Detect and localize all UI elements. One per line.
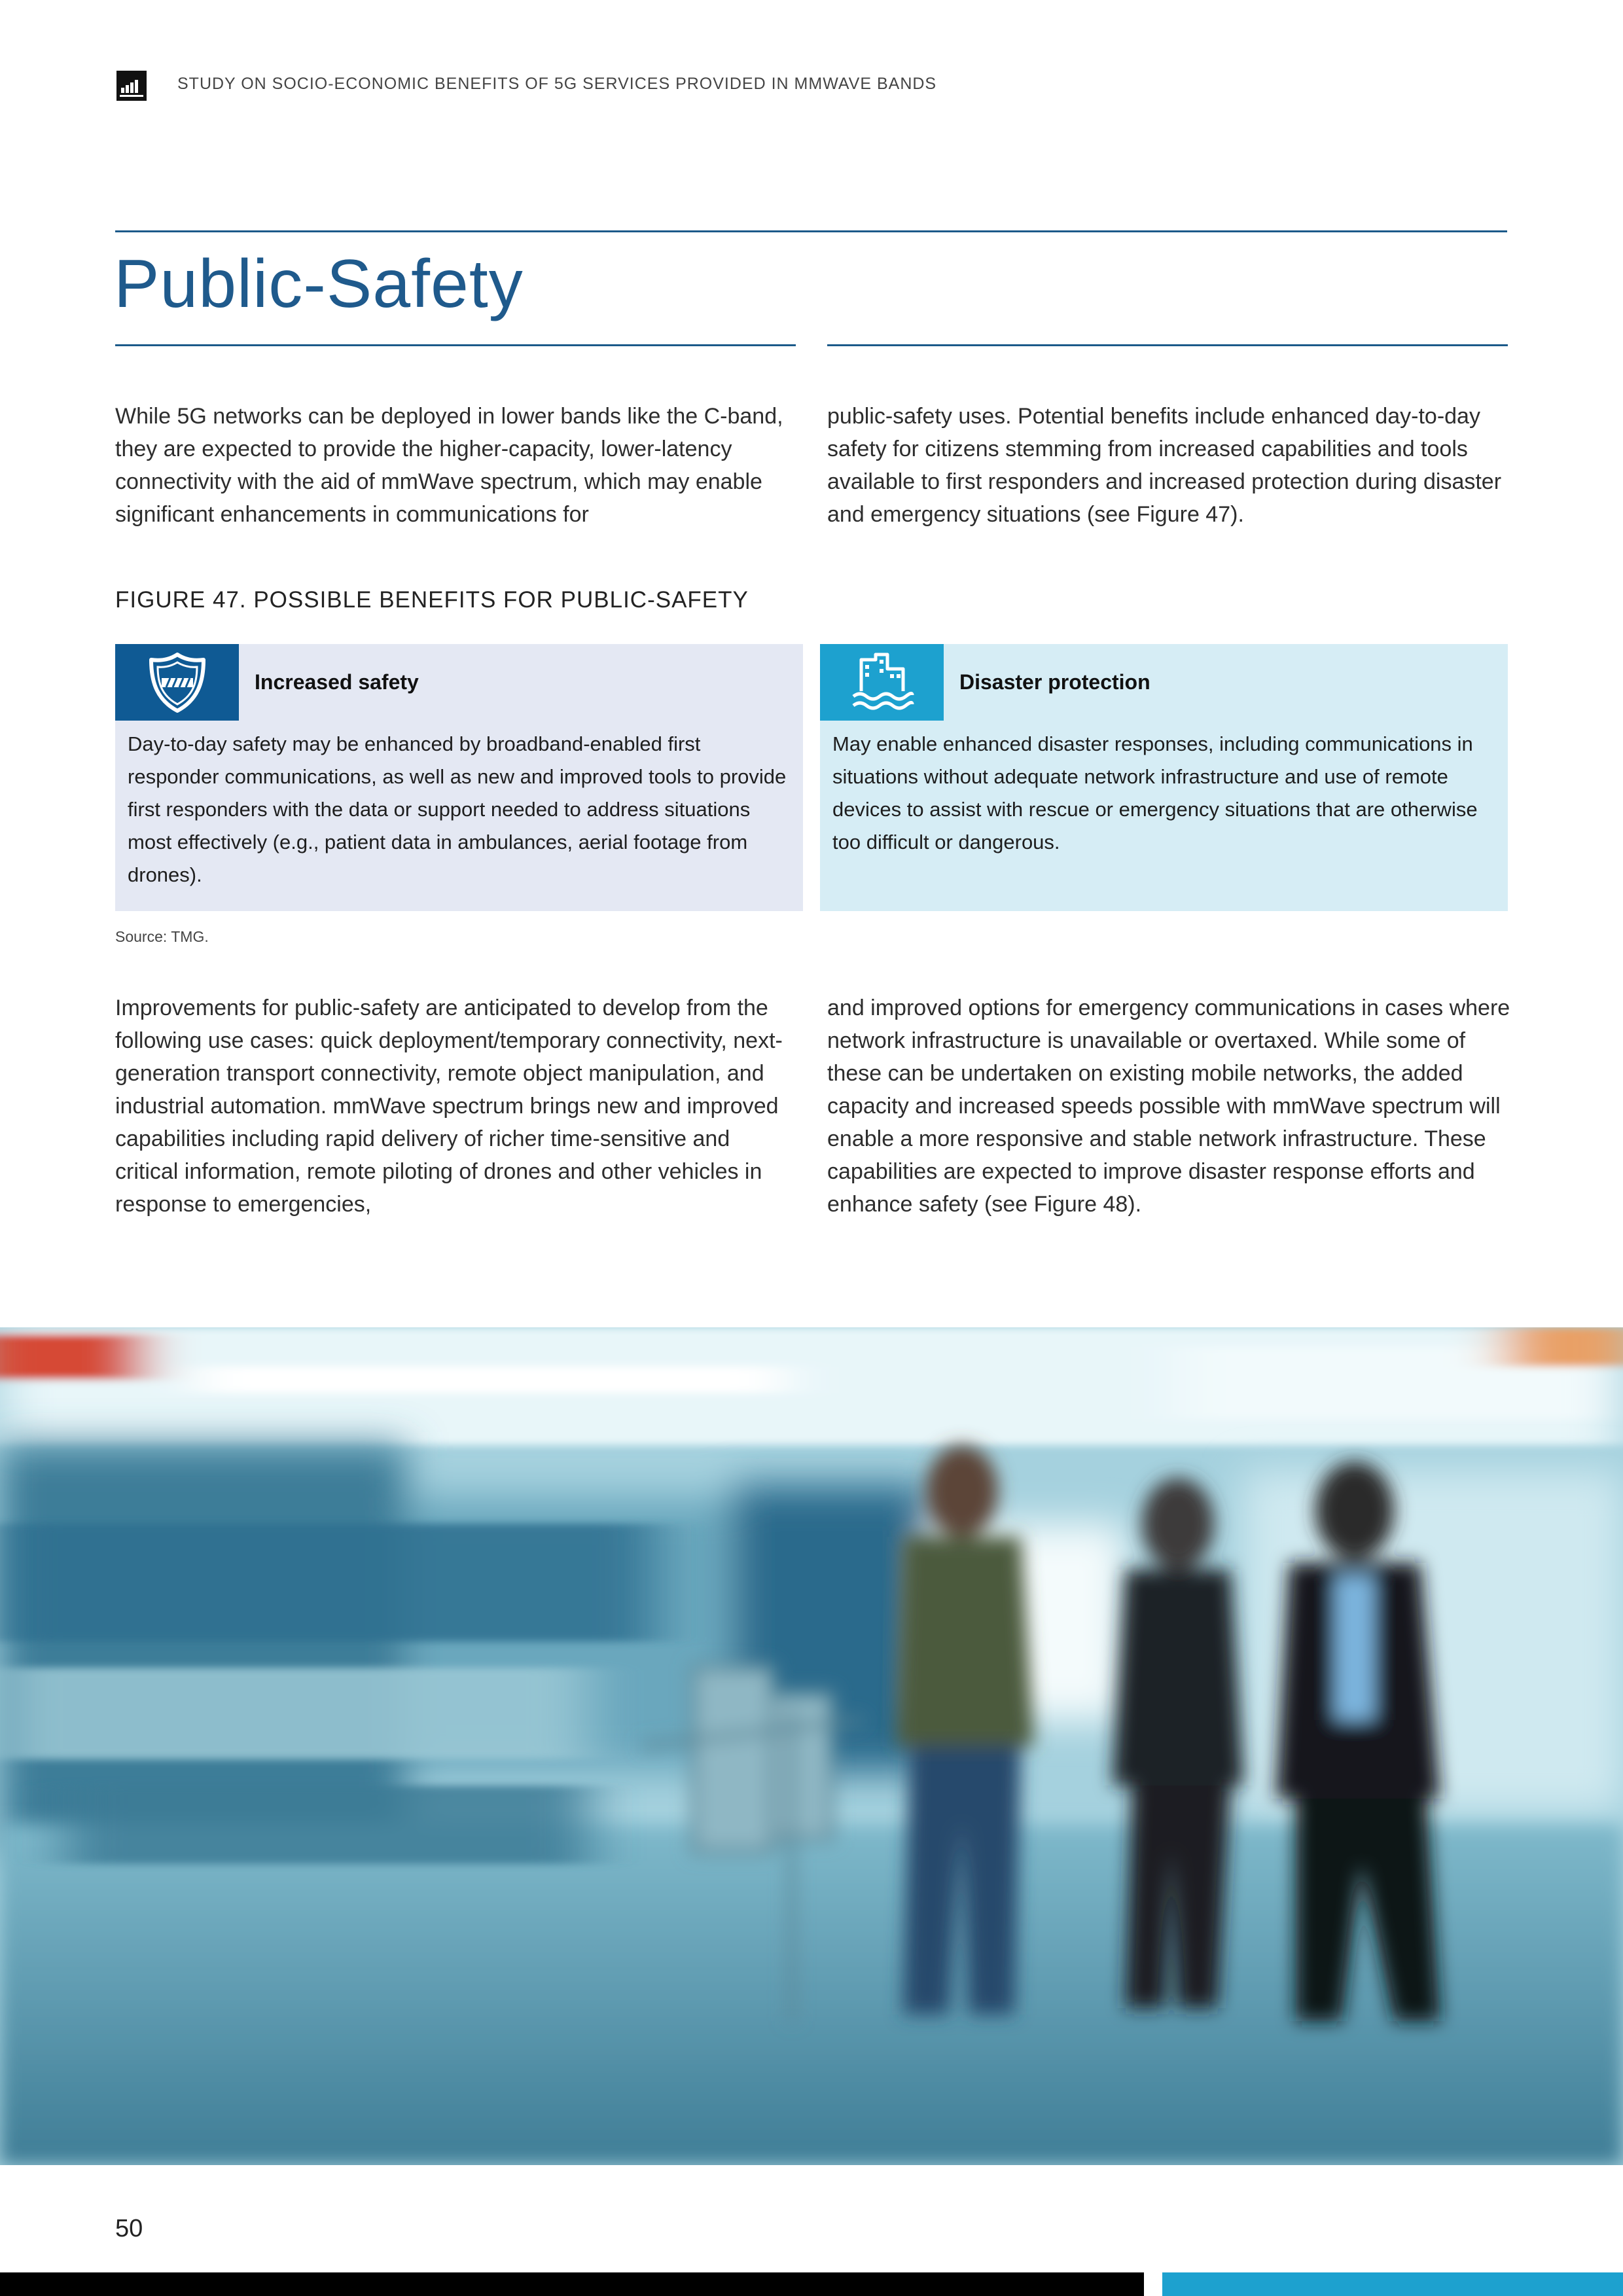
publisher-logo (116, 71, 147, 101)
title-rule-left (115, 344, 796, 346)
panel-title: Disaster protection (959, 670, 1150, 694)
benefit-panel-increased-safety (115, 644, 803, 911)
panel-body: Day-to-day safety may be enhanced by broadband-enabled first responder communications, as well as new and improved tools to provide first responders with the data or support needed to address situations most effectively (e.g., patient data in ambulances, aerial footage from drones). (128, 732, 787, 886)
flooded-building-icon (849, 651, 915, 715)
title-rule-right (827, 344, 1508, 346)
photo-illustration (0, 1327, 1623, 2165)
panel-title: Increased safety (255, 670, 419, 694)
figure-caption: FIGURE 47. POSSIBLE BENEFITS FOR PUBLIC-SAFETY (115, 587, 749, 613)
footer-bar-black (0, 2272, 1144, 2296)
page-number: 50 (115, 2215, 143, 2242)
running-header: STUDY ON SOCIO-ECONOMIC BENEFITS OF 5G SERVICES PROVIDED IN MMWAVE BANDS (177, 75, 937, 93)
hero-photo (0, 1327, 1623, 2165)
title-rule-top (115, 230, 1507, 232)
panel-icon-box (115, 644, 239, 721)
benefit-panel-disaster-protection (820, 644, 1508, 911)
figure-source: Source: TMG. (115, 928, 209, 945)
intro-paragraph-left: While 5G networks can be deployed in lower bands like the C-band, they are expected to provide the higher-capacity, lower-latency connectivity with the aid of mmWave spectrum, which may enable significant enhancements in communications for (115, 404, 783, 527)
panel-icon-box (820, 644, 944, 721)
body-paragraph-right: and improved options for emergency communications in cases where network infrastructure is unavailable or overtaxed. While some of these can be undertaken on existing mobile networks, the added capacity and increased speeds possible with mmWave spectrum will enable a more responsive and stable network infrastructure. These capabilities are expected to improve disaster response efforts and enhance safety (see Figure 48). (827, 996, 1510, 1217)
footer-bar-blue (1162, 2272, 1623, 2296)
shield-icon (145, 651, 210, 715)
body-paragraph-left: Improvements for public-safety are anticipated to develop from the following use cases: quick deployment/temporary connectivity, next-generation transport connectivity, remote object manipulation, and industrial automation. mmWave spectrum brings new and improved capabilities including rapid delivery of richer time-sensitive and critical information, remote piloting of drones and other vehicles in response to emergencies, (115, 996, 783, 1217)
page-title: Public-Safety (114, 246, 524, 322)
intro-paragraph-right: public-safety uses. Potential benefits include enhanced day-to-day safety for citizens stemming from increased capabilities and tools available to first responders and increased protection during disaster and emergency situations (see Figure 47). (827, 404, 1502, 527)
panel-body: May enable enhanced disaster responses, including communications in situations without adequate network infrastructure and use of remote devices to assist with rescue or emergency situations that are otherwise too difficult or dangerous. (832, 732, 1478, 853)
